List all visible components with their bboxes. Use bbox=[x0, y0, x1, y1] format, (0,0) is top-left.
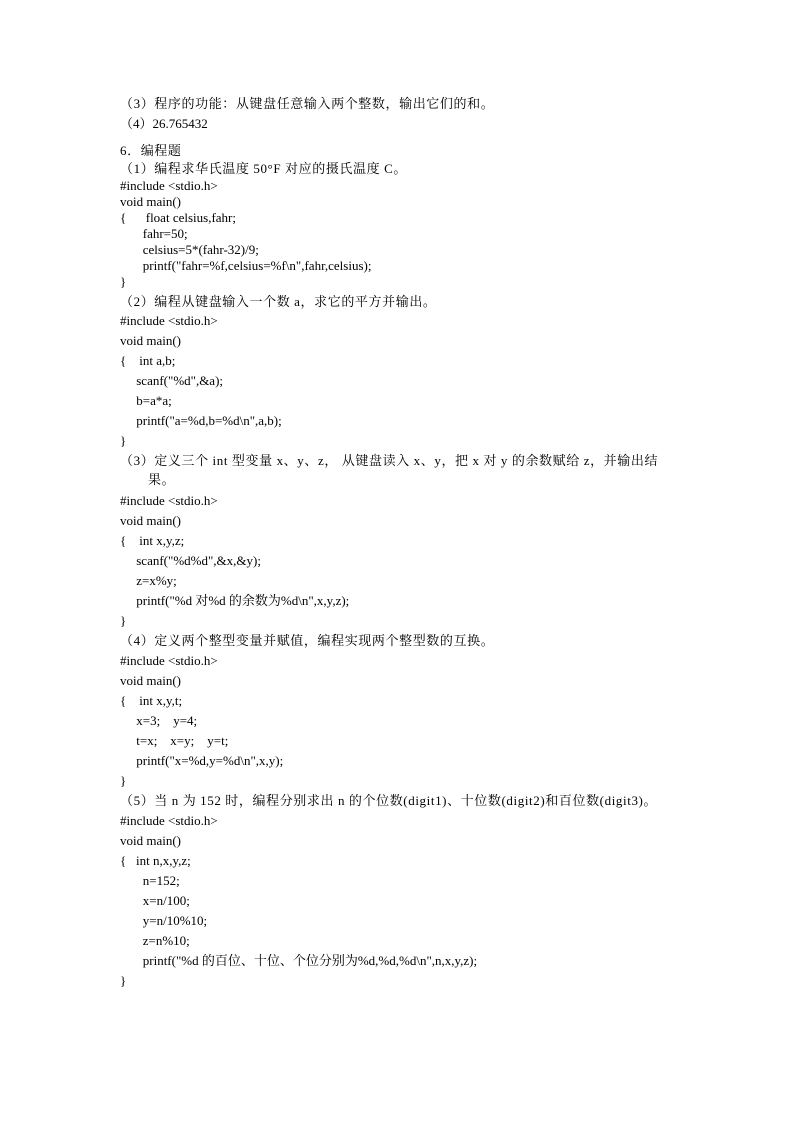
code-line: z=n%10; bbox=[120, 933, 190, 948]
problem-2-heading: （2）编程从键盘输入一个数 a，求它的平方并输出。 bbox=[120, 294, 437, 309]
answer-4: （4）26.765432 bbox=[120, 116, 208, 131]
code-line: void main() bbox=[120, 513, 182, 528]
code-line: printf("fahr=%f,celsius=%f\n",fahr,celsius); bbox=[120, 258, 372, 273]
problem-4-heading: （4）定义两个整型变量并赋值，编程实现两个整型数的互换。 bbox=[120, 633, 495, 648]
code-line: void main() bbox=[120, 333, 182, 348]
code-line: void main() bbox=[120, 673, 182, 688]
code-line: { int x,y,t; bbox=[120, 693, 183, 708]
code-line: { float celsius,fahr; bbox=[120, 210, 236, 225]
code-line: } bbox=[120, 613, 127, 628]
code-line: } bbox=[120, 773, 127, 788]
code-line: void main() bbox=[120, 833, 182, 848]
code-line: { int n,x,y,z; bbox=[120, 853, 191, 868]
code-line: printf("x=%d,y=%d\n",x,y); bbox=[120, 753, 284, 768]
code-line: scanf("%d%d",&x,&y); bbox=[120, 553, 261, 568]
problem-1-heading: （1）编程求华氏温度 50°F 对应的摄氏温度 C。 bbox=[120, 161, 407, 176]
code-line: #include <stdio.h> bbox=[120, 653, 218, 668]
code-line: } bbox=[120, 274, 127, 289]
code-line: printf("%d 的百位、十位、个位分别为%d,%d,%d\n",n,x,y,z); bbox=[120, 953, 478, 968]
code-line: z=x%y; bbox=[120, 573, 177, 588]
code-line: x=3; y=4; bbox=[120, 713, 198, 728]
problem-3-heading: （3）定义三个 int 型变量 x、y、z， 从键盘读入 x、y，把 x 对 y 的余数赋给 z，并输出结 bbox=[120, 453, 659, 468]
code-line: #include <stdio.h> bbox=[120, 493, 218, 508]
code-line: printf("%d 对%d 的余数为%d\n",x,y,z); bbox=[120, 593, 350, 608]
code-line: printf("a=%d,b=%d\n",a,b); bbox=[120, 413, 282, 428]
code-line: #include <stdio.h> bbox=[120, 813, 218, 828]
answer-3: （3）程序的功能：从键盘任意输入两个整数，输出它们的和。 bbox=[120, 96, 495, 111]
problem-5-heading: （5）当 n 为 152 时，编程分别求出 n 的个位数(digit1)、十位数(digit2)和百位数(digit3)。 bbox=[120, 793, 658, 808]
code-line: { int x,y,z; bbox=[120, 533, 185, 548]
problem-3-heading-cont: 果。 bbox=[148, 472, 176, 487]
code-line: n=152; bbox=[120, 873, 180, 888]
code-line: #include <stdio.h> bbox=[120, 178, 218, 193]
code-line: b=a*a; bbox=[120, 393, 172, 408]
code-line: { int a,b; bbox=[120, 353, 176, 368]
code-line: fahr=50; bbox=[120, 226, 188, 241]
code-line: #include <stdio.h> bbox=[120, 313, 218, 328]
code-line: } bbox=[120, 433, 127, 448]
code-line: celsius=5*(fahr-32)/9; bbox=[120, 242, 259, 257]
code-line: scanf("%d",&a); bbox=[120, 373, 224, 388]
code-line: x=n/100; bbox=[120, 893, 190, 908]
code-line: void main() bbox=[120, 194, 182, 209]
code-line: y=n/10%10; bbox=[120, 913, 208, 928]
code-line: t=x; x=y; y=t; bbox=[120, 733, 229, 748]
section-title: 6．编程题 bbox=[120, 143, 182, 158]
code-line: } bbox=[120, 973, 127, 988]
